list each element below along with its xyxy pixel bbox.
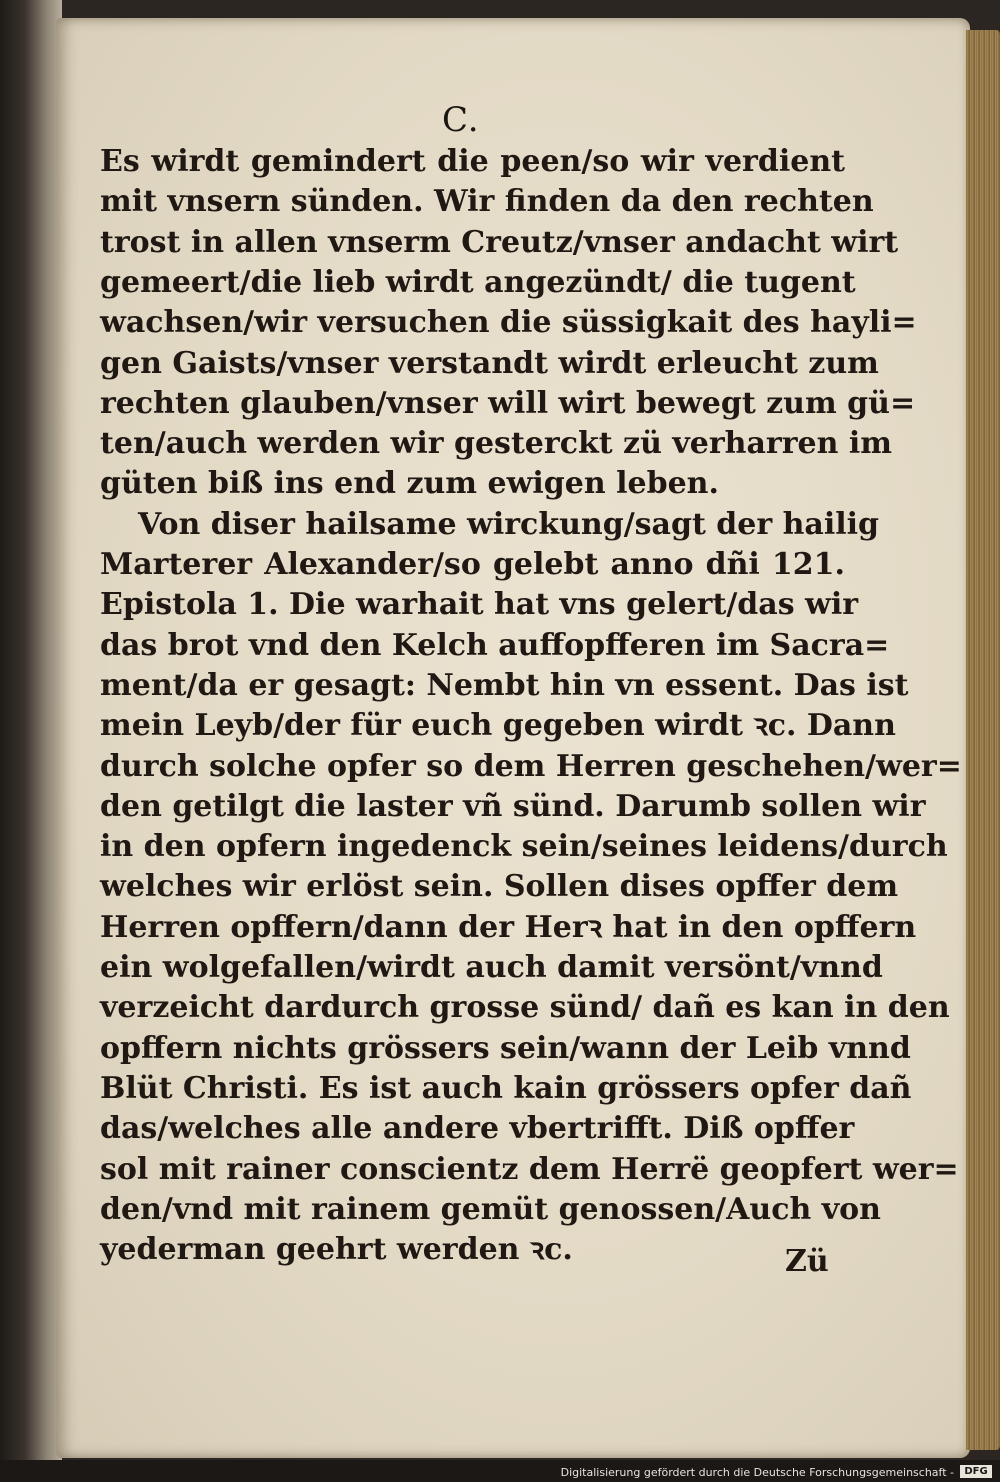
text-line: mit vnsern sünden. Wir finden da den rechten (100, 184, 874, 220)
text-line: Blüt Christi. Es ist auch kain grössers opfer dañ (100, 1070, 912, 1106)
text-line: Herren opffern/dann der Herꝛ hat in den opffern (100, 909, 917, 945)
text-line: in den opfern ingedenck sein/seines leidens/durch (100, 829, 948, 865)
text-line: Epistola 1. Die warhait hat vns gelert/das wir (100, 587, 859, 623)
text-line: ten/auch werden wir gesterckt zü verharren im (100, 426, 893, 462)
text-line: ein wolgefallen/wirdt auch damit versönt/vnnd (100, 950, 883, 985)
text-line: gen Gaists/vnser verstandt wirdt erleucht zum (100, 345, 879, 381)
text-line: wachsen/wir versuchen die süssigkait des hayli= (100, 305, 917, 341)
page-fore-edge (966, 30, 1000, 1450)
text-line: trost in allen vnserm Creutz/vnser andacht wirt (100, 224, 899, 260)
text-line: ment/da er gesagt: Nembt hin vn essent. Das ist (100, 667, 909, 703)
text-line: durch solche opfer so dem Herren geschehen/wer= (100, 748, 962, 784)
text-line: Marterer Alexander/so gelebt anno dñi 121. (100, 547, 845, 582)
catchword: Zü (785, 1244, 829, 1279)
book-spine (0, 0, 62, 1482)
text-line: rechten glauben/vnser will wirt bewegt zum gü= (100, 385, 916, 421)
text-line: sol mit rainer conscientz dem Herrë geopfert wer= (100, 1151, 959, 1187)
text-line: den getilgt die laster vñ sünd. Darumb sollen wir (100, 788, 926, 824)
text-line: das brot vnd den Kelch auffopfferen im Sacra= (100, 627, 890, 663)
dfg-logo: DFG (960, 1465, 992, 1478)
text-line: güten biß ins end zum ewigen leben. (100, 466, 719, 502)
text-line: yederman geehrt werden ꝛc. (100, 1232, 573, 1268)
text-line: das/welches alle andere vbertrifft. Diß opffer (100, 1111, 855, 1147)
signature-mark: C. (442, 100, 480, 140)
text-line: gemeert/die lieb wirdt angezündt/ die tugent (100, 264, 856, 300)
text-line: verzeicht dardurch grosse sünd/ dañ es kan in den (100, 990, 950, 1026)
text-line: Von diser hailsame wirckung/sagt der hailig (138, 506, 880, 542)
text-line: welches wir erlöst sein. Sollen dises opffer dem (100, 869, 899, 905)
text-line: opffern nichts grössers sein/wann der Leib vnnd (100, 1030, 911, 1066)
text-line: den/vnd mit rainem gemüt genossen/Auch von (100, 1191, 881, 1227)
funding-credit: Digitalisierung gefördert durch die Deutsche Forschungsgemeinschaft - (560, 1466, 954, 1479)
text-line: Es wirdt gemindert die peen/so wir verdient (100, 144, 845, 179)
footer-bar (0, 1460, 1000, 1482)
text-line: mein Leyb/der für euch gegeben wirdt ꝛc. Dann (100, 708, 896, 744)
